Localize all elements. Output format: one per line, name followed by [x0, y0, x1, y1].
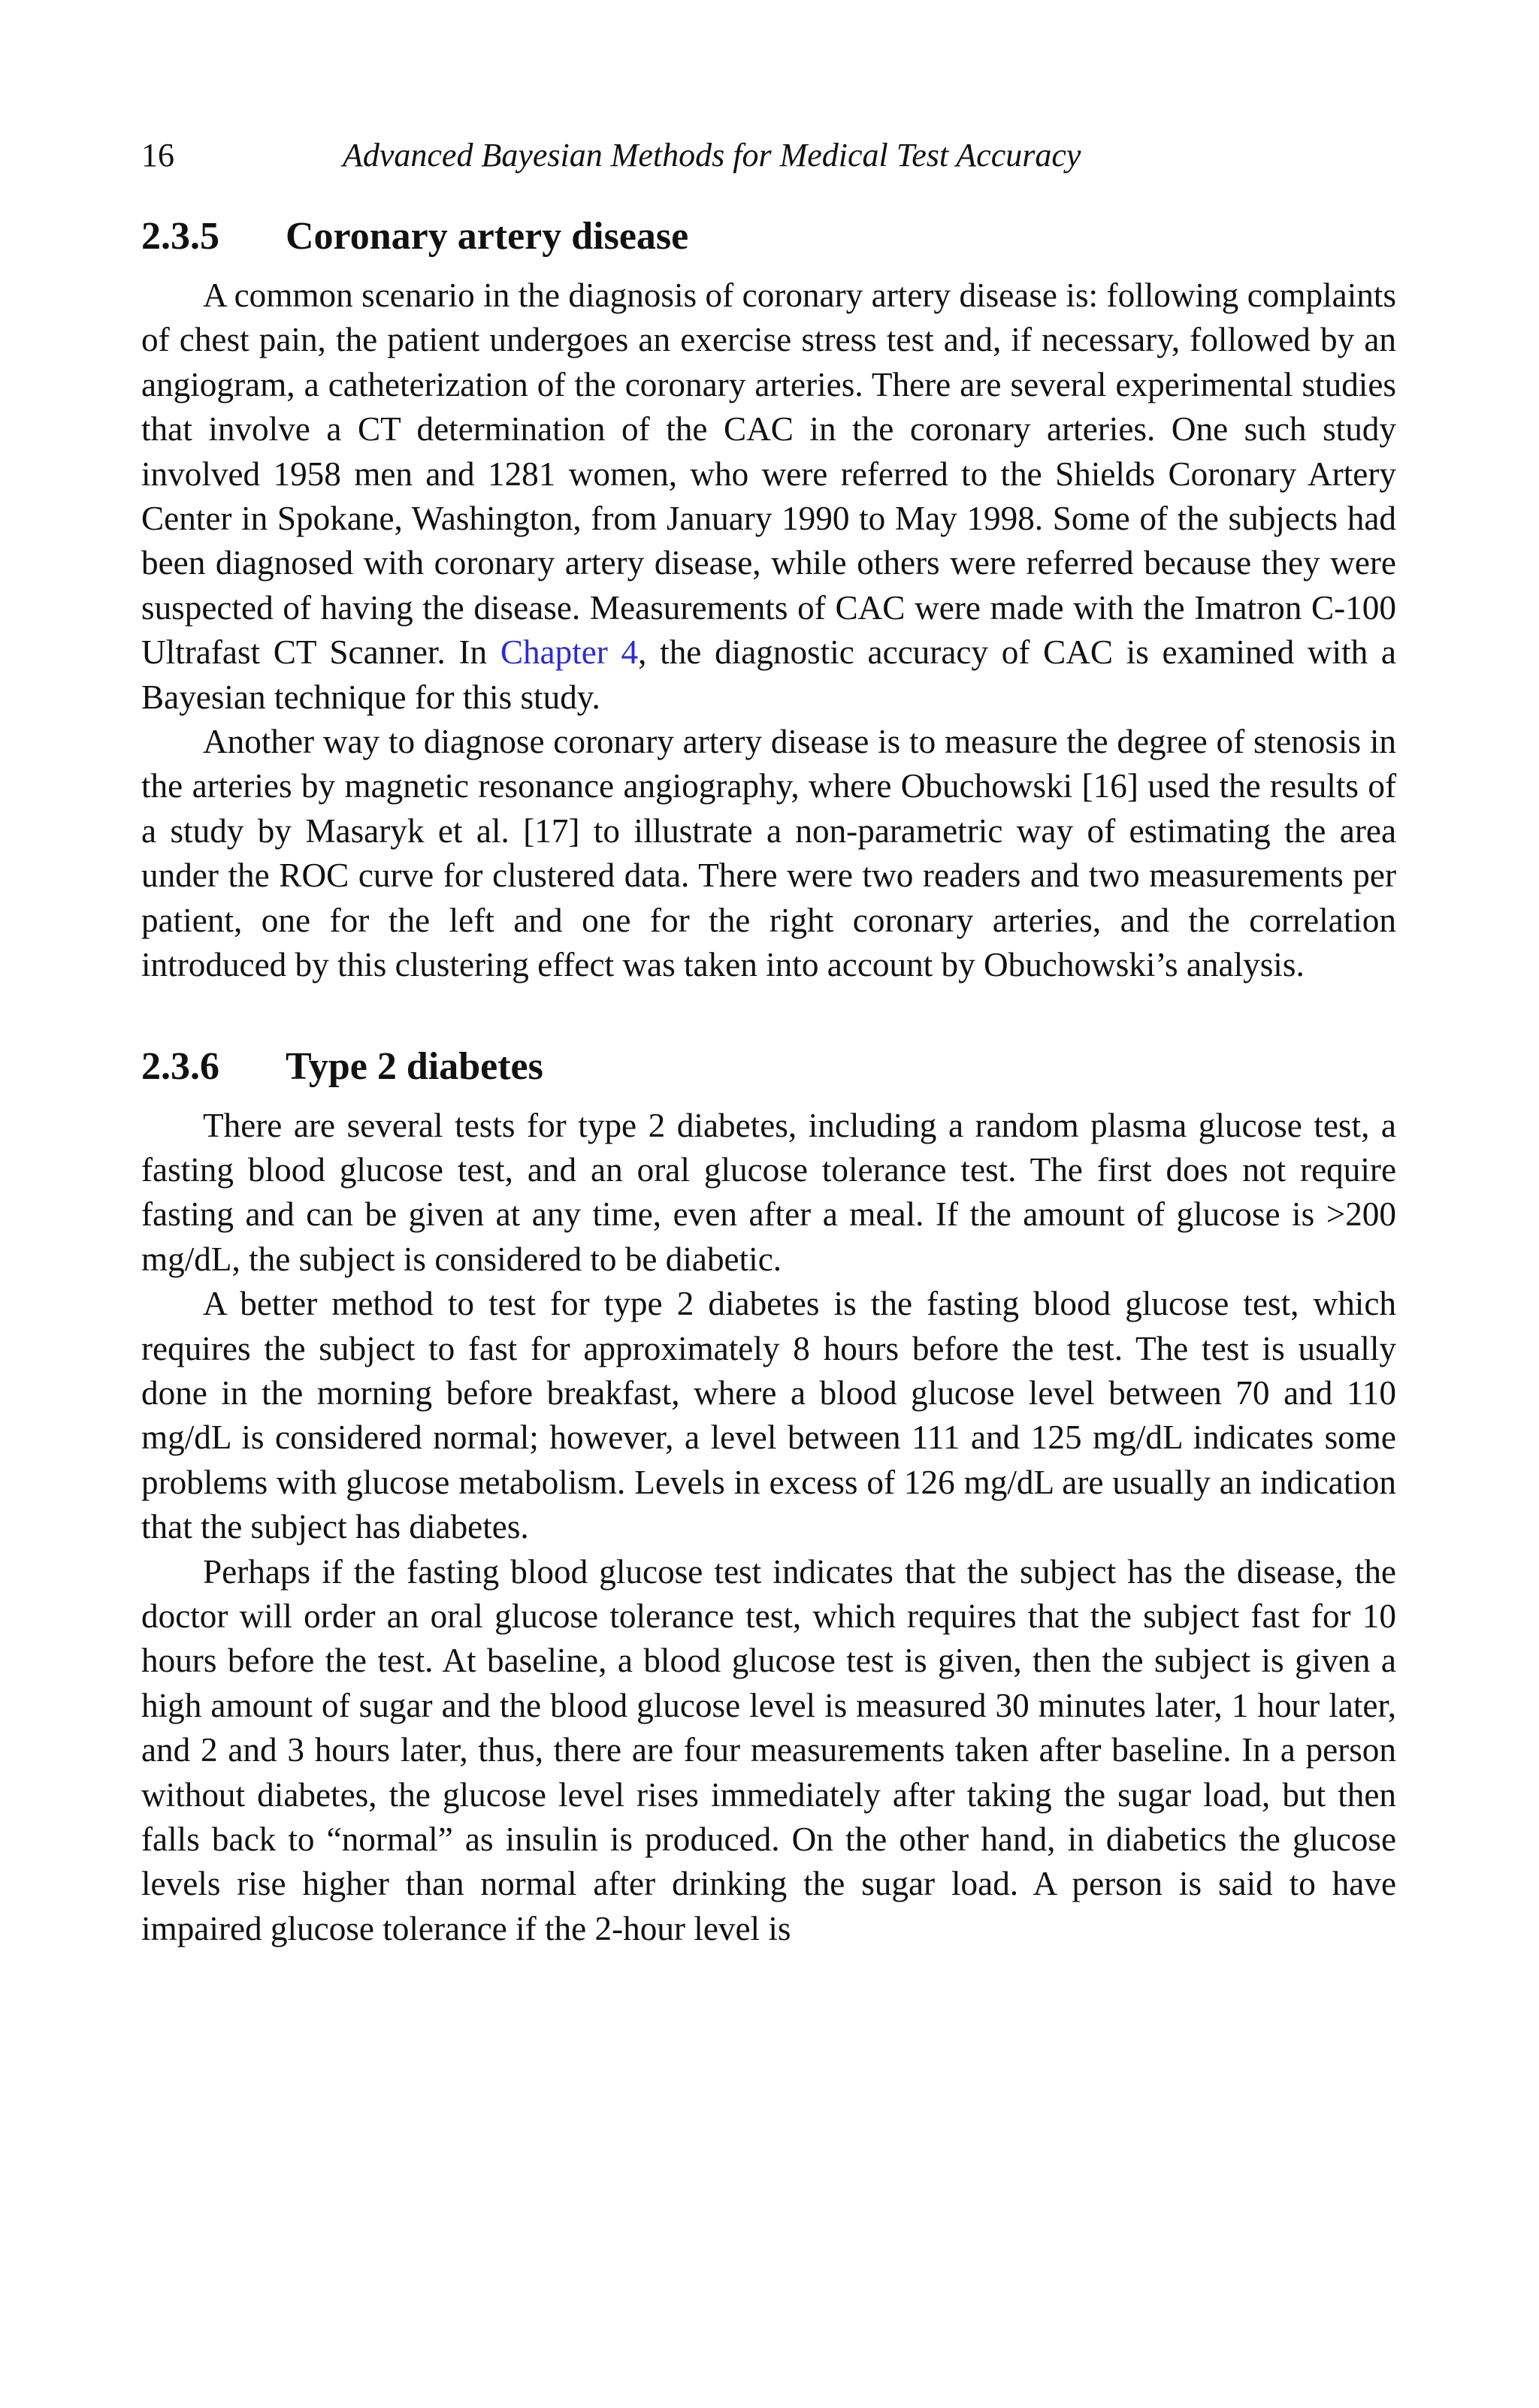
paragraph: Another way to diagnose coronary artery disease is to measure the degree of stenosis in the arteries by magnetic resonance angiography, where Obuchowski [16] used the results of a study by Masaryk et al. [17] to illustrate a non-parametric way of estimating the area under the ROC curve for clustered data. There were two readers and two measurements per patient, one for the left and one for the right coronary arteries, and the correlation introduced by this clustering effect was taken into account by Obuchowski’s analysis.: [141, 723, 1396, 984]
section-number: 2.3.5: [141, 215, 219, 258]
paragraph: Perhaps if the fasting blood glucose test indicates that the subject has the disease, the doctor will order an oral glucose tolerance test, which requires that the subject fast for 10 hours before the test. At baseline, a blood glucose test is given, then the subject is given a high amount of sugar and the blood glucose level is measured 30 minutes later, 1 hour later, and 2 and 3 hours later, thus, there are four measurements taken after baseline. In a person without diabetes, the glucose level rises immediately after taking the sugar load, but then falls back to “normal” as insulin is produced. On the other hand, in diabetics the glucose levels rise higher than normal after drinking the sugar load. A person is said to have impaired glucose tolerance if the 2-hour level is: [141, 1552, 1396, 1947]
page-number: 16: [141, 137, 174, 174]
section-title: Coronary artery disease: [286, 215, 689, 258]
paragraph-text: , the diagnostic accuracy of CAC is examined with a Bayesian technique for this study.: [141, 633, 1396, 716]
paragraph: [141, 273, 1396, 720]
section-title: Type 2 diabetes: [286, 1044, 543, 1088]
chapter-link[interactable]: Chapter 4: [500, 633, 639, 672]
paragraph-text: A common scenario in the diagnosis of coronary artery disease is: following complaints of chest pain, the patient undergoes an exercise stress test and, if necessary, followed by an angiogram, a catheterization of the coronary arteries. There are several experimental studies that involve a CT determination of the CAC in the coronary arteries. One such study involved 1958 men and 1281 women, who were referred to the Shields Coronary Artery Center in Spokane, Washington, from January 1990 to May 1998. Some of the subjects had been diagnosed with coronary artery disease, while others were referred because they were suspected of having the disease. Measurements of CAC were made with the Imatron C-100 Ultrafast CT Scanner. In: [141, 276, 1396, 672]
section-heading: [141, 1041, 1396, 1093]
page-body: [141, 210, 1396, 1951]
page-header: [141, 129, 1396, 182]
running-title: Advanced Bayesian Methods for Medical Test Accuracy: [343, 137, 1081, 174]
paragraph: A better method to test for type 2 diabetes is the fasting blood glucose test, which requires the subject to fast for approximately 8 hours before the test. The test is usually done in the morning before breakfast, where a blood glucose level between 70 and 110 mg/dL is considered normal; however, a level between 111 and 125 mg/dL indicates some problems with glucose metabolism. Levels in excess of 126 mg/dL are usually an indication that the subject has diabetes.: [141, 1285, 1396, 1546]
section-number: 2.3.6: [141, 1044, 219, 1088]
paragraph: There are several tests for type 2 diabetes, including a random plasma glucose test, a fasting blood glucose test, and an oral glucose tolerance test. The first does not require fasting and can be given at any time, even after a meal. If the amount of glucose is >200 mg/dL, the subject is considered to be diabetic.: [141, 1106, 1396, 1278]
section-heading: [141, 210, 1396, 263]
